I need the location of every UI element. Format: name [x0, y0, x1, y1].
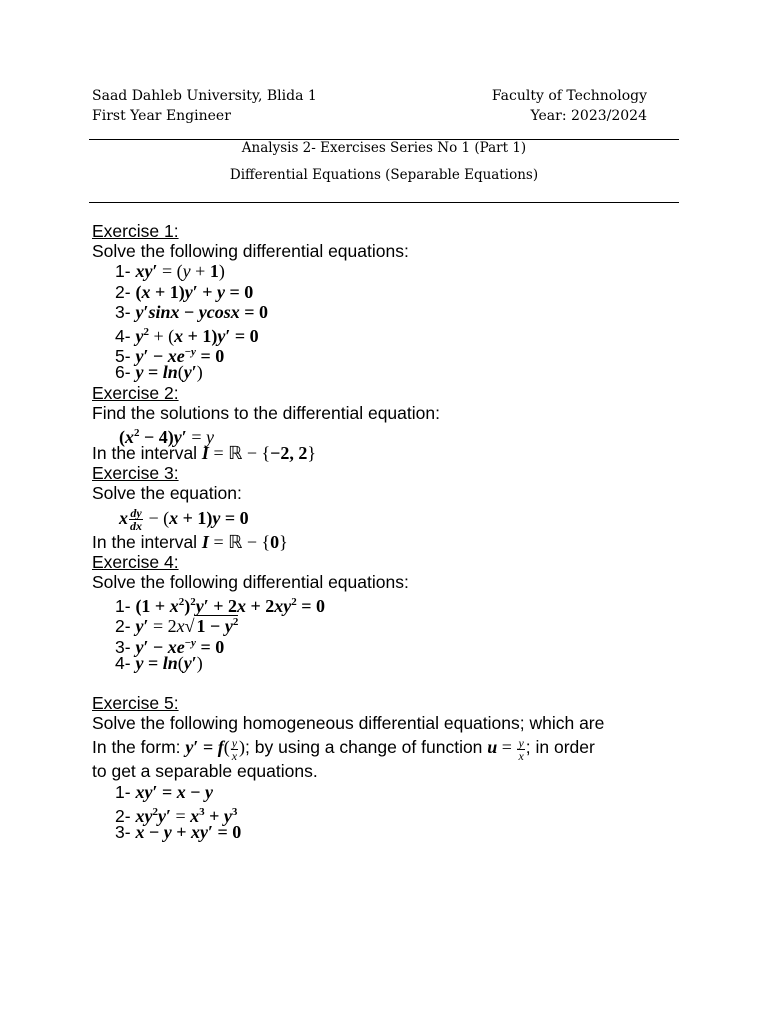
exercise-1-item-1: 1- xy′ = (y + 1) [115, 261, 225, 282]
exercise-1-instruction: Solve the following differential equations: [92, 241, 409, 262]
exercise-5-item-3: 3- x − y + xy′ = 0 [115, 821, 242, 842]
exercise-1-item-3: 3- y′sinx − ycosx = 0 [115, 301, 269, 322]
exercise-1-title: Exercise 1: [92, 221, 179, 241]
exercise-3-interval: In the interval I = ℝ − {0} [92, 531, 288, 552]
series-title: Analysis 2- Exercises Series No 1 (Part 1) [241, 140, 527, 156]
exercise-3-equation: x dy dx − (x + 1)y = 0 [119, 506, 249, 533]
series-subtitle: Differential Equations (Separable Equations) [229, 167, 539, 183]
exercise-4-title: Exercise 4: [92, 551, 179, 572]
exercise-4-item-3: 3- $y' - xe^{-y} = 0$ [115, 636, 225, 657]
exercise-4-item-1: 1- $(1 + x^2)^2y' + 2x + 2xy^2 = 0$ [115, 596, 326, 617]
exercise-5-continuation: to get a separable equations. [92, 761, 318, 782]
exercise-5-item-2: 2- $xy^2y' = x^3 + y^3$ [115, 805, 238, 826]
equation: $y' - xe^{-y} = 0$ [135, 346, 225, 367]
equation: $xy^2y' = x^3 + y^3$ [135, 805, 238, 826]
header-left [92, 86, 317, 126]
equation: x − y + xy′ = 0 [135, 821, 242, 842]
exercise-2-title: Exercise 2: [92, 382, 179, 403]
exercise-5-form-line: In the form: y′ = f( $\frac{y}{x}$ ); by using a change of function u = $\frac{y}{x}$ ; in order [92, 735, 595, 763]
exercise-4-instruction: Solve the following differential equations: [92, 572, 409, 592]
exercise-2-interval: In the interval I = ℝ − {−2, 2} [92, 443, 317, 464]
exercise-1-item-6: 6- y = ln(y′) [115, 362, 203, 383]
exercise-content [92, 221, 692, 842]
exercise-5-title: Exercise 5: [92, 692, 179, 713]
equation: (x + 1)y′ + y = 0 [135, 281, 254, 302]
exercise-2-equation: $(x^2 - 4)y' = y$ [119, 426, 214, 447]
academic-year: Year: 2023/2024 [530, 108, 647, 124]
equation: y = ln(y′) [135, 652, 203, 673]
equation: $(1 + x^2)^2y' + 2x + 2xy^2 = 0$ [135, 596, 326, 617]
equation: y′ = 2x√ $1 - y^2$ [135, 616, 239, 637]
equation: xy′ = (y + 1) [135, 261, 225, 282]
exercise-5-item-1: 1- xy′ = x − y [115, 781, 214, 802]
exercise-1-item-5: 5- $y' - xe^{-y} = 0$ [115, 346, 225, 367]
equation: $y^2 + (x + 1)y' = 0$ [135, 325, 259, 346]
exercise-1-item-4: 4- $y^2 + (x + 1)y' = 0$ [115, 325, 259, 346]
equation: $y' - xe^{-y} = 0$ [135, 636, 225, 657]
equation: xy′ = x − y [135, 781, 214, 802]
exercise-3-title: Exercise 3: [92, 463, 179, 484]
header-right [492, 86, 647, 126]
equation: y′sinx − ycosx = 0 [135, 301, 269, 322]
exercise-3-instruction: Solve the equation: [92, 483, 242, 504]
exercise-4-item-4: 4- y = ln(y′) [115, 652, 203, 673]
exercise-5-instruction: Solve the following homogeneous differential equations; which are [92, 713, 605, 734]
university-name: Saad Dahleb University, Blida 1 [92, 88, 317, 104]
exercise-2-instruction: Find the solutions to the differential equation: [92, 402, 440, 423]
faculty-name: Faculty of Technology [491, 88, 647, 104]
bottom-rule [89, 202, 679, 203]
exercise-1-item-2: 2- (x + 1)y′ + y = 0 [115, 281, 254, 302]
exercise-4-item-2: 2- y′ = 2x√ $1 - y^2$ [115, 616, 239, 637]
equation: y = ln(y′) [135, 362, 203, 383]
spacer [92, 673, 692, 693]
student-level: First Year Engineer [92, 108, 231, 124]
